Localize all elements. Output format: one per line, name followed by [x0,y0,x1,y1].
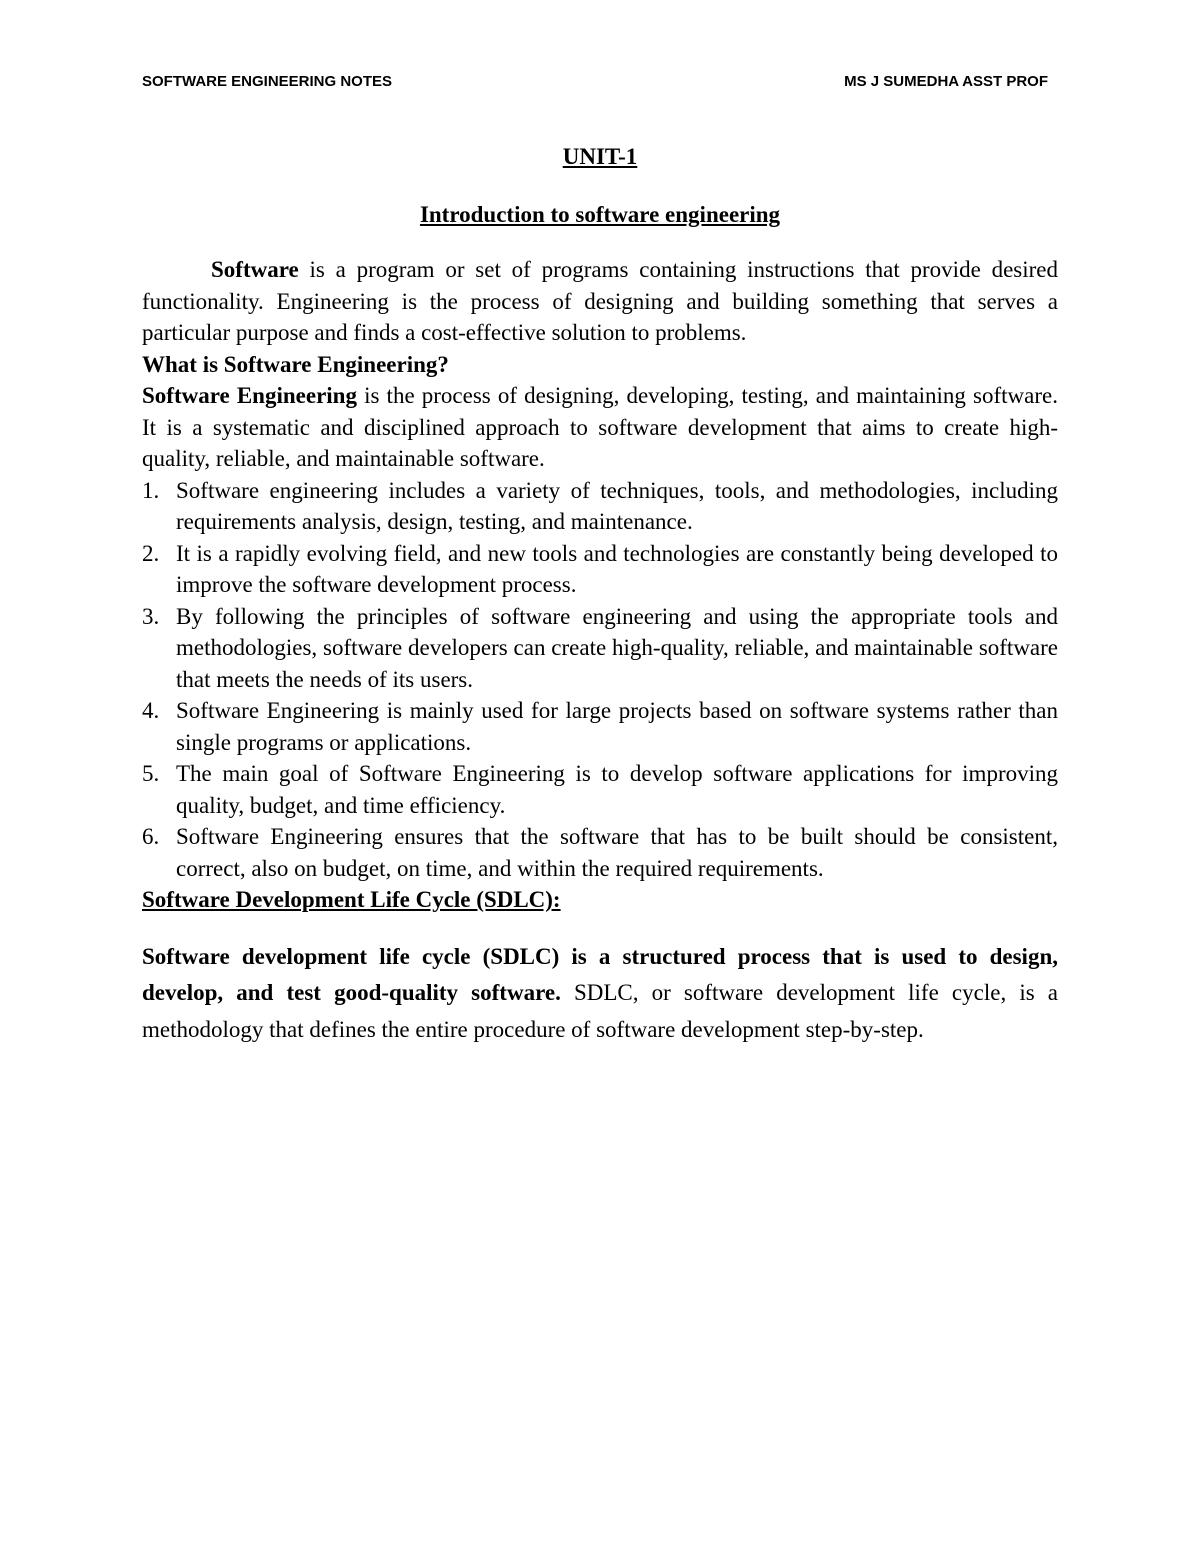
points-list [142,475,1058,885]
definition-text: is the process of designing, developing, testing, and maintaining software. It is a systematic and disciplined approach to software development that aims to create high-quality, reliable, and maintainable software. [142,383,1058,471]
list-item [142,475,1058,538]
list-item [142,601,1058,696]
list-item-number: 4. [142,698,160,723]
intro-term: Software [211,257,299,282]
definition-term: Software Engineering [142,383,357,408]
list-item-number: 2. [142,540,160,566]
page-header [142,73,1048,97]
list-item-text: By following the principles of software engineering and using the appropriate tools and methodologies, software developers can create high-quality, reliable, and maintainable software that meets the needs of its users. [176,603,1058,692]
list-item-number: 6. [142,824,160,849]
unit-title: UNIT-1 [562,144,638,169]
list-item-text: Software Engineering is mainly used for large projects based on software systems rather than single programs or applications. [176,698,1058,755]
list-item-number: 3. [142,603,160,629]
list-item-number: 1. [142,477,160,503]
intro-paragraph [142,254,1058,349]
definition-paragraph [142,380,1058,475]
list-item-text: The main goal of Software Engineering is to develop software applications for improving quality, budget, and time efficiency. [176,761,1058,818]
list-item [142,758,1058,821]
list-item [142,538,1058,601]
what-heading: What is Software Engineering? [142,351,449,377]
intro-title: Introduction to software engineering [419,202,781,227]
sdlc-heading: Software Development Life Cycle (SDLC): [142,887,561,912]
intro-text: is a program or set of programs containing instructions that provide desired functionality. Engineering is the process of designing and building something that serves a particular purpose and finds a cost-effective solution to problems. [142,257,1058,345]
list-item [142,821,1058,884]
list-item-text: It is a rapidly evolving field, and new tools and technologies are constantly being developed to improve the software development process. [176,540,1058,597]
list-item [142,695,1058,758]
list-item-text: Software Engineering ensures that the software that has to be built should be consistent, correct, also on budget, on time, and within the required requirements. [176,824,1058,881]
document-body [142,254,1058,1048]
list-item-number: 5. [142,761,160,786]
sdlc-bold-text: Software development life cycle (SDLC) is a structured process that is used to design, develop, and test good-quality software. [142,943,1058,1005]
sdlc-text: SDLC, or software development life cycle, is a methodology that defines the entire procedure of software development step-by-step. [142,980,1058,1042]
list-item-text: Software engineering includes a variety of techniques, tools, and methodologies, including requirements analysis, design, testing, and maintenance. [176,477,1058,534]
header-course-title: SOFTWARE ENGINEERING NOTES [142,73,393,90]
header-author: MS J SUMEDHA ASST PROF [844,73,1048,90]
sdlc-paragraph [142,939,1058,1049]
